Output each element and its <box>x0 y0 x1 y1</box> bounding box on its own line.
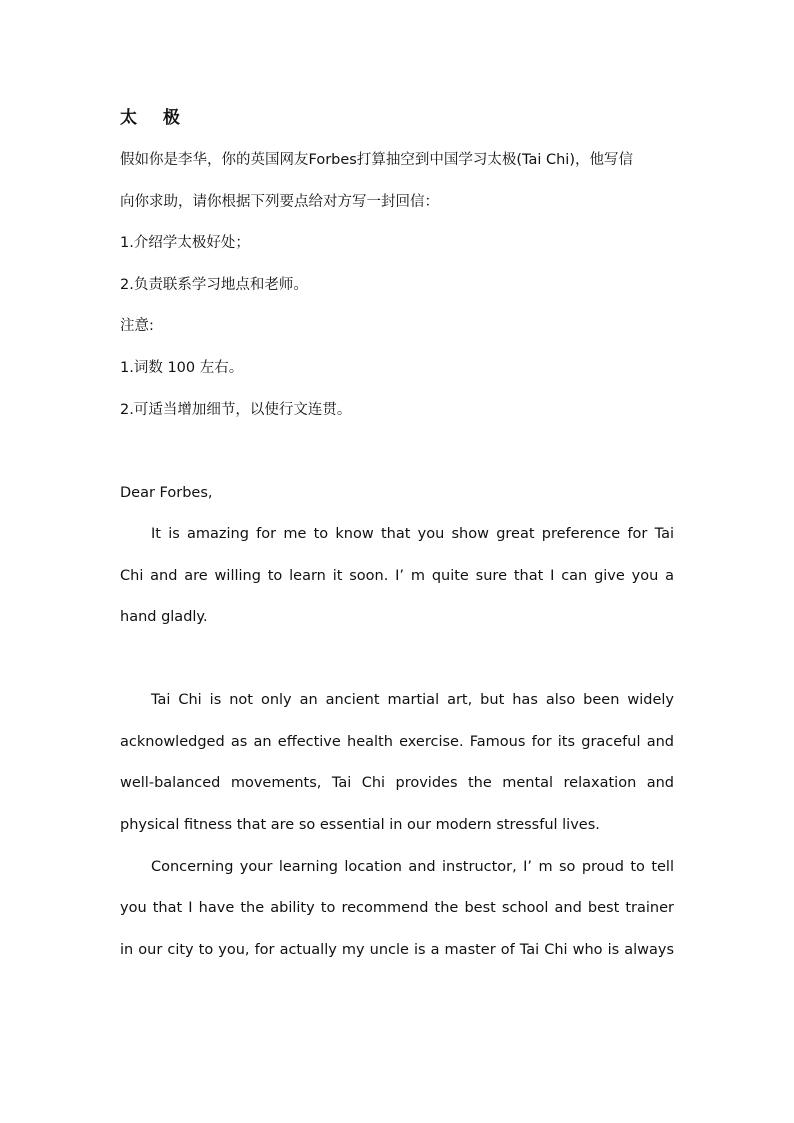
letter-text-line: physical fitness that are so essential in our modern stressful lives. <box>120 817 600 833</box>
prompt-line: 假如你是李华，你的英国网友Forbes打算抽空到中国学习太极(Tai Chi)，他写信 <box>120 152 633 168</box>
letter-text-line: It is amazing for me to know that you show great preference for Tai <box>151 526 674 542</box>
letter-text-line: acknowledged as an effective health exercise. Famous for its graceful and <box>120 734 674 750</box>
prompt-line: 向你求助，请你根据下列要点给对方写一封回信： <box>120 194 439 210</box>
requirement-item: 1.介绍学太极好处； <box>120 235 250 251</box>
requirement-item: 2.负责联系学习地点和老师。 <box>120 277 308 293</box>
letter-text-line: Chi and are willing to learn it soon. I’ m quite sure that I can give you a <box>120 568 674 584</box>
note-item: 2.可适当增加细节，以使行文连贯。 <box>120 402 352 418</box>
letter-text-line: you that I have the ability to recommend the best school and best trainer <box>120 900 674 916</box>
document-title: 太 极 <box>120 108 190 128</box>
letter-text-line: well-balanced movements, Tai Chi provides the mental relaxation and <box>120 775 674 791</box>
letter-salutation: Dear Forbes, <box>120 485 213 501</box>
letter-text-line: Concerning your learning location and instructor, I’ m so proud to tell <box>151 859 674 875</box>
letter-text-line: Tai Chi is not only an ancient martial art, but has also been widely <box>151 692 674 708</box>
letter-text-line: in our city to you, for actually my uncle is a master of Tai Chi who is always <box>120 942 674 958</box>
letter-text-line: hand gladly. <box>120 609 208 625</box>
note-item: 1.词数 100 左右。 <box>120 360 244 376</box>
notes-heading: 注意: <box>120 318 154 334</box>
